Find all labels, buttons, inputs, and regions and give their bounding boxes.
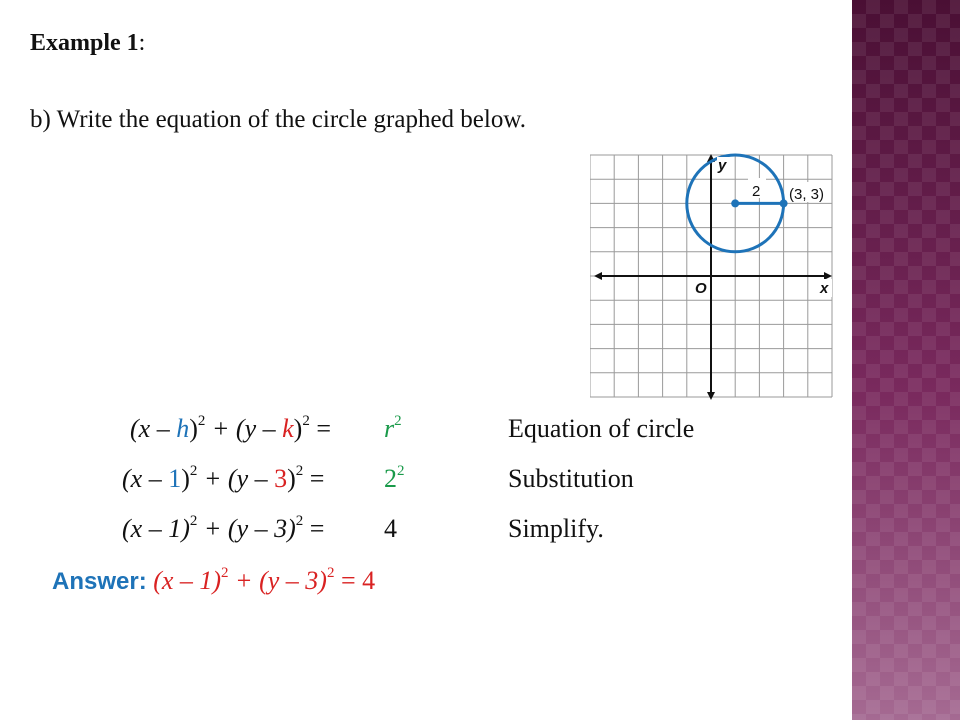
center-point [731, 199, 739, 207]
step1-lhs-a: (x – [130, 414, 177, 443]
y-axis-down-arrow-icon [707, 392, 715, 400]
step3-lhs-c: + (y – 3) [197, 514, 296, 543]
origin-label: O [695, 280, 707, 297]
step2-k: 3 [274, 464, 288, 493]
step2-rhs-exp: 2 [397, 463, 405, 480]
answer-label: Answer: [52, 568, 147, 595]
problem-prompt: b) Write the equation of the circle graphed below. [30, 106, 527, 133]
step1-lhs-c: + (y – [205, 414, 283, 443]
y-axis-label: y [718, 157, 727, 174]
step1-lhs-d: ) [293, 414, 303, 443]
step1-exp1: 2 [197, 413, 206, 430]
equation-step-3 [122, 514, 324, 544]
step1-note: Equation of circle [508, 414, 695, 443]
step3-lhs-a: (x – 1) [122, 514, 190, 543]
decorative-sidebar [852, 0, 960, 720]
radius-label: 2 [752, 183, 761, 200]
answer-exp1: 2 [221, 565, 229, 582]
answer-part-a: (x – 1) [153, 566, 222, 595]
answer-part-c: = 4 [334, 566, 376, 595]
step2-lhs-d: ) [287, 464, 296, 493]
step1-k: k [282, 414, 294, 443]
answer-part-b: + (y – 3) [228, 566, 327, 595]
example-title-colon: : [138, 30, 146, 56]
circle-point [780, 199, 788, 207]
step1-h: h [176, 414, 190, 443]
circle-graph [590, 152, 836, 402]
step2-equals: = [303, 464, 325, 493]
step3-exp1: 2 [189, 513, 198, 530]
step1-equals: = [309, 414, 332, 443]
step3-equals: = [303, 514, 325, 543]
step2-h: 1 [168, 464, 182, 493]
x-axis-left-arrow-icon [594, 272, 602, 280]
step2-lhs-a: (x – [122, 464, 169, 493]
step1-rhs-r: r [384, 414, 395, 443]
step1-exp2: 2 [302, 413, 310, 430]
x-axis-label: x [820, 280, 829, 297]
point-label: (3, 3) [789, 186, 825, 203]
equation-step-2 [122, 464, 324, 494]
step2-rhs [384, 464, 405, 494]
step3-rhs: 4 [384, 514, 397, 543]
equation-step-1 [130, 414, 331, 444]
step2-lhs-b: ) [181, 464, 190, 493]
x-axis-right-arrow-icon [824, 272, 832, 280]
step1-rhs [384, 414, 402, 444]
step1-lhs-b: ) [189, 414, 198, 443]
step2-exp1: 2 [189, 463, 198, 480]
step2-note: Substitution [508, 464, 634, 493]
step2-rhs-value: 2 [384, 464, 397, 493]
step2-lhs-c: + (y – [197, 464, 275, 493]
answer-line [52, 566, 375, 596]
answer-equation [153, 566, 375, 595]
step3-exp2: 2 [295, 513, 304, 530]
step1-rhs-exp: 2 [394, 413, 402, 430]
step2-exp2: 2 [295, 463, 304, 480]
example-title [30, 30, 145, 57]
example-title-text: Example 1 [30, 30, 139, 56]
answer-exp2: 2 [326, 565, 335, 582]
step3-note: Simplify. [508, 514, 604, 543]
